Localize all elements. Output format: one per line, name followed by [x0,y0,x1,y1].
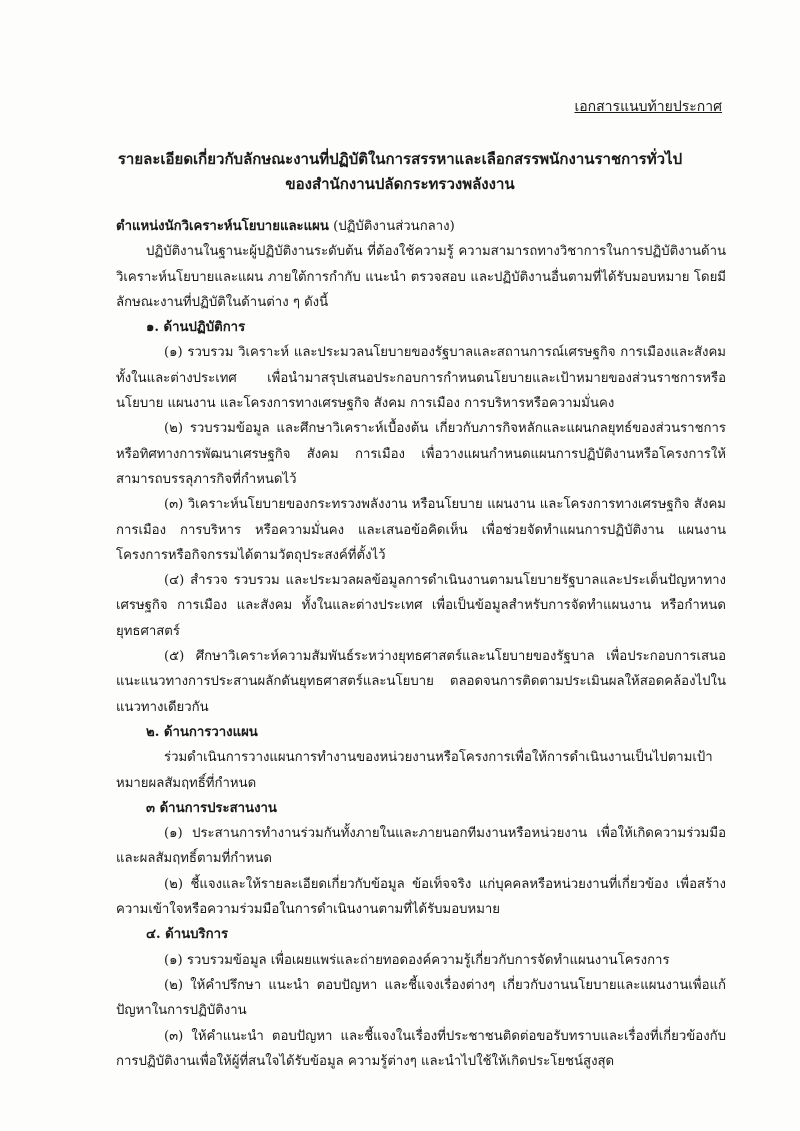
service-item-3: (๓) ให้คำแนะนำ ตอบปัญหา และชี้แจงในเรื่องที่ประชาชนติดต่อขอรับทราบและเรื่องที่เกี่ยวข้องกับการปฏิบัติงานเพื่อให้ผู้ที่สนใจได้รับข้อมูล ความรู้ต่างๆ และนำไปใช้ให้เกิดประโยชน์สูงสุด [116,1028,726,1069]
operations-item-5: (๕) ศึกษาวิเคราะห์ความสัมพันธ์ระหว่างยุทธศาสตร์และนโยบายของรัฐบาล เพื่อประกอบการเสนอแนะแนวทางการประสานผลักดันยุทธศาสตร์และนโยบาย ตลอดจนการติดตามประเมินผลให้สอดคล้องไปในแนวทางเดียวกัน [116,649,726,715]
position-title: ตำแหน่งนักวิเคราะห์นโยบายและแผน [116,219,329,234]
section-heading-planning: ๒. ด้านการวางแผน [146,724,258,740]
document-title-line-2: ของสำนักงานปลัดกระทรวงพลังงาน [285,175,515,193]
operations-item-2: (๒) รวบรวมข้อมูล และศึกษาวิเคราะห์เบื้องต้น เกี่ยวกับภารกิจหลักและแผนกลยุทธ์ของส่วนราชการหรือทิศทางการพัฒนาเศรษฐกิจ สังคม การเมือง เพื่อวางแผนกำหนดแผนการปฏิบัติงานหรือโครงการให้สามารถบรรลุภารกิจที่กำหนดไว้ [116,421,726,487]
intro-paragraph: ปฏิบัติงานในฐานะผู้ปฏิบัติงานระดับต้น ที่ต้องใช้ความรู้ ความสามารถทางวิชาการในการปฏิบัติงานด้านวิเคราะห์นโยบายและแผน ภายใต้การกำกับ แนะนำ ตรวจสอบ และปฏิบัติงานอื่นตามที่ได้รับมอบหมาย โดยมีลักษณะงานที่ปฏิบัติในด้านต่าง ๆ ดังนี้ [116,244,726,310]
operations-item-4: (๔) สำรวจ รวบรวม และประมวลผลข้อมูลการดำเนินงานตามนโยบายรัฐบาลและประเด็นปัญหาทางเศรษฐกิจ การเมือง และสังคม ทั้งในและต่างประเทศ เพื่อเป็นข้อมูลสำหรับการจัดทำแผนงาน หรือกำหนดยุทธศาสตร์ [116,573,726,639]
section-heading-coordination: ๓ ด้านการประสานงาน [146,800,277,816]
document-body [116,214,726,1074]
operations-item-3: (๓) วิเคราะห์นโยบายของกระทรวงพลังงาน หรือนโยบาย แผนงาน และโครงการทางเศรษฐกิจ สังคม การเมือง การบริหาร หรือความมั่นคง และเสนอข้อคิดเห็น เพื่อช่วยจัดทำแผนการปฏิบัติงาน แผนงาน โครงการหรือกิจกรรมได้ตามวัตถุประสงค์ที่ตั้งไว้ [116,497,726,563]
planning-item-1: ร่วมดำเนินการวางแผนการทำงานของหน่วยงานหรือโครงการเพื่อให้การดำเนินงานเป็นไปตามเป้าหมายผลสัมฤทธิ์ที่กำหนด [116,750,713,791]
coordination-item-2: (๒) ชี้แจงและให้รายละเอียดเกี่ยวกับข้อมูล ข้อเท็จจริง แก่บุคคลหรือหน่วยงานที่เกี่ยวข้อง เพื่อสร้างความเข้าใจหรือความร่วมมือในการดำเนินงานตามที่ได้รับมอบหมาย [116,876,726,918]
coordination-item-1: (๑) ประสานการทำงานร่วมกันทั้งภายในและภายนอกทีมงานหรือหน่วยงาน เพื่อให้เกิดความร่วมมือและผลสัมฤทธิ์ตามที่กำหนด [116,826,726,867]
section-heading-service: ๔. ด้านบริการ [146,927,229,943]
service-item-2: (๒) ให้คำปรึกษา แนะนำ ตอบปัญหา และชี้แจงเรื่องต่างๆ เกี่ยวกับงานนโยบายและแผนงานเพื่อแก้ปัญหาในการปฏิบัติงาน [116,977,726,1019]
section-heading-operations: ๑. ด้านปฏิบัติการ [146,320,246,336]
position-note: (ปฏิบัติงานส่วนกลาง) [333,219,455,234]
operations-item-1: (๑) รวบรวม วิเคราะห์ และประมวลนโยบายของรัฐบาลและสถานการณ์เศรษฐกิจ การเมืองและสังคม ทั้งในและต่างประเทศ เพื่อนำมาสรุปเสนอประกอบการกำหนดนโยบายและเป้าหมายของส่วนราชการหรือนโยบาย แผนงาน และโครงการทางเศรษฐกิจ สังคม การเมือง การบริหารหรือความมั่นคง [116,345,726,412]
position-heading [116,214,726,239]
service-item-1: (๑) รวบรวมข้อมูล เพื่อเผยแพร่และถ่ายทอดองค์ความรู้เกี่ยวกับการจัดทำแผนงานโครงการ [164,952,670,968]
annex-label: เอกสารแนบท้ายประกาศ [574,99,722,115]
document-title-line-1: รายละเอียดเกี่ยวกับลักษณะงานที่ปฏิบัติในการสรรหาและเลือกสรรพนักงานราชการทั่วไป [117,150,683,168]
